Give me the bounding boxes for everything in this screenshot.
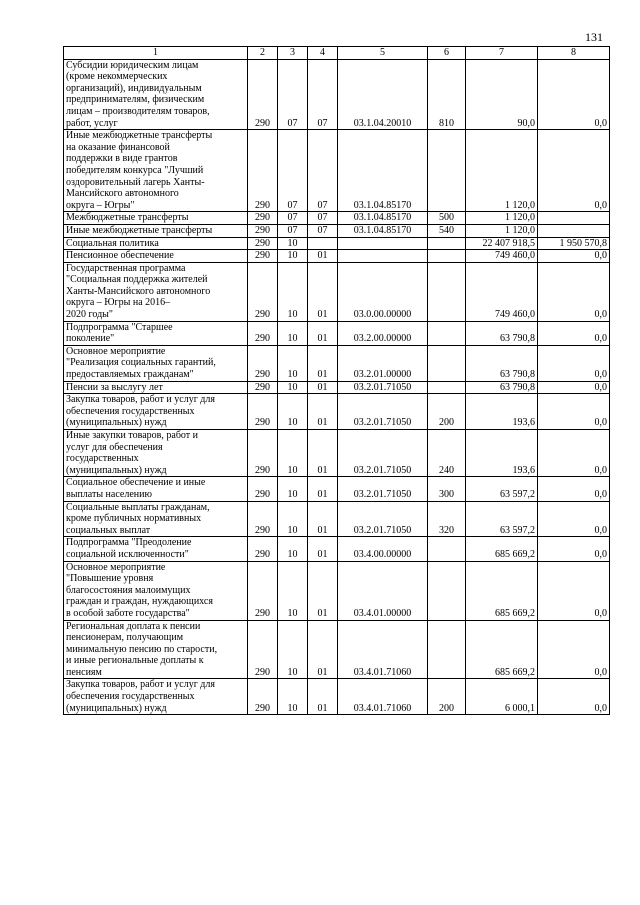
row-target-article: 03.4.01.71060	[338, 620, 428, 679]
row-amount: 63 790,8	[466, 321, 538, 345]
page-number: 131	[585, 30, 603, 44]
row-amount: 685 669,2	[466, 620, 538, 679]
row-admin-code: 290	[248, 237, 278, 250]
row-subsection: 01	[308, 430, 338, 477]
table-row	[64, 620, 610, 679]
row-expense-type	[428, 237, 466, 250]
row-subsection: 01	[308, 501, 338, 537]
row-admin-code: 290	[248, 679, 278, 715]
row-section: 07	[278, 130, 308, 212]
table-row	[64, 679, 610, 715]
row-name: Межбюджетные трансферты	[64, 212, 248, 225]
row-expense-type: 500	[428, 212, 466, 225]
row-admin-code: 290	[248, 430, 278, 477]
row-admin-code: 290	[248, 250, 278, 263]
header-col-5: 5	[338, 47, 428, 60]
row-admin-code: 290	[248, 477, 278, 501]
row-name: Социальная политика	[64, 237, 248, 250]
row-amount: 685 669,2	[466, 537, 538, 561]
row-section: 10	[278, 262, 308, 321]
row-amount-subventions: 0,0	[538, 381, 610, 394]
row-name: Подпрограмма "Старшее поколение"	[64, 321, 248, 345]
row-amount: 22 407 918,5	[466, 237, 538, 250]
row-name: Пенсии за выслугу лет	[64, 381, 248, 394]
row-target-article: 03.2.01.71050	[338, 501, 428, 537]
header-col-3: 3	[278, 47, 308, 60]
row-target-article	[338, 250, 428, 263]
row-name: Закупка товаров, работ и услуг для обеспечения государственных (муниципальных) нужд	[64, 679, 248, 715]
row-expense-type: 240	[428, 430, 466, 477]
row-subsection: 01	[308, 262, 338, 321]
row-name: Иные межбюджетные трансферты	[64, 224, 248, 237]
header-col-4: 4	[308, 47, 338, 60]
row-target-article: 03.2.01.71050	[338, 430, 428, 477]
row-subsection: 01	[308, 477, 338, 501]
row-amount-subventions: 0,0	[538, 59, 610, 130]
row-amount-subventions: 0,0	[538, 620, 610, 679]
table-row	[64, 130, 610, 212]
table-header-row	[64, 47, 610, 60]
row-amount: 193,6	[466, 394, 538, 430]
row-expense-type	[428, 250, 466, 263]
row-amount: 63 597,2	[466, 501, 538, 537]
row-target-article: 03.2.00.00000	[338, 321, 428, 345]
row-expense-type: 200	[428, 679, 466, 715]
row-target-article: 03.1.04.20010	[338, 59, 428, 130]
header-col-6: 6	[428, 47, 466, 60]
table-row	[64, 59, 610, 130]
row-expense-type	[428, 262, 466, 321]
row-amount-subventions: 0,0	[538, 430, 610, 477]
row-amount: 63 597,2	[466, 477, 538, 501]
row-section: 10	[278, 250, 308, 263]
row-expense-type	[428, 537, 466, 561]
table-row	[64, 381, 610, 394]
row-amount-subventions	[538, 224, 610, 237]
table-row	[64, 237, 610, 250]
row-target-article: 03.2.01.71050	[338, 394, 428, 430]
row-admin-code: 290	[248, 321, 278, 345]
row-name: Подпрограмма "Преодоление социальной исключенности"	[64, 537, 248, 561]
row-target-article: 03.2.01.71050	[338, 381, 428, 394]
table-row	[64, 345, 610, 381]
row-target-article: 03.1.04.85170	[338, 130, 428, 212]
table-row	[64, 537, 610, 561]
row-name: Иные межбюджетные трансферты на оказание финансовой поддержки в виде грантов победителям конкурса "Лучший оздоровительный лагерь Ханты- Мансийского автономного округа – Югры"	[64, 130, 248, 212]
row-expense-type	[428, 381, 466, 394]
table-row	[64, 430, 610, 477]
row-amount-subventions: 0,0	[538, 250, 610, 263]
row-section: 10	[278, 620, 308, 679]
row-target-article: 03.4.01.71060	[338, 679, 428, 715]
table-row	[64, 501, 610, 537]
row-admin-code: 290	[248, 130, 278, 212]
row-amount-subventions: 1 950 570,8	[538, 237, 610, 250]
row-section: 10	[278, 345, 308, 381]
row-target-article: 03.2.01.71050	[338, 477, 428, 501]
table-row	[64, 224, 610, 237]
row-amount: 685 669,2	[466, 561, 538, 620]
row-target-article: 03.0.00.00000	[338, 262, 428, 321]
row-amount-subventions	[538, 212, 610, 225]
row-amount: 1 120,0	[466, 130, 538, 212]
row-subsection: 01	[308, 561, 338, 620]
row-section: 10	[278, 537, 308, 561]
row-amount: 1 120,0	[466, 224, 538, 237]
row-name: Пенсионное обеспечение	[64, 250, 248, 263]
row-expense-type	[428, 130, 466, 212]
row-amount-subventions: 0,0	[538, 262, 610, 321]
row-admin-code: 290	[248, 224, 278, 237]
row-amount: 749 460,0	[466, 262, 538, 321]
row-target-article: 03.4.00.00000	[338, 537, 428, 561]
header-col-8: 8	[538, 47, 610, 60]
row-section: 10	[278, 381, 308, 394]
row-amount-subventions: 0,0	[538, 501, 610, 537]
row-section: 07	[278, 212, 308, 225]
row-subsection: 01	[308, 620, 338, 679]
row-amount: 63 790,8	[466, 345, 538, 381]
row-name: Основное мероприятие "Реализация социальных гарантий, предоставляемых гражданам"	[64, 345, 248, 381]
row-amount: 90,0	[466, 59, 538, 130]
row-amount-subventions: 0,0	[538, 130, 610, 212]
row-admin-code: 290	[248, 620, 278, 679]
row-expense-type	[428, 345, 466, 381]
row-admin-code: 290	[248, 381, 278, 394]
row-admin-code: 290	[248, 345, 278, 381]
row-section: 10	[278, 679, 308, 715]
row-amount: 6 000,1	[466, 679, 538, 715]
table-row	[64, 561, 610, 620]
row-amount-subventions: 0,0	[538, 679, 610, 715]
row-name: Закупка товаров, работ и услуг для обеспечения государственных (муниципальных) нужд	[64, 394, 248, 430]
row-section: 10	[278, 501, 308, 537]
row-name: Социальное обеспечение и иные выплаты населению	[64, 477, 248, 501]
row-subsection: 01	[308, 321, 338, 345]
row-target-article	[338, 237, 428, 250]
row-subsection: 01	[308, 394, 338, 430]
row-expense-type: 810	[428, 59, 466, 130]
row-admin-code: 290	[248, 537, 278, 561]
row-subsection: 07	[308, 212, 338, 225]
row-admin-code: 290	[248, 394, 278, 430]
row-amount-subventions: 0,0	[538, 345, 610, 381]
table-row	[64, 394, 610, 430]
row-subsection: 01	[308, 537, 338, 561]
row-name: Иные закупки товаров, работ и услуг для обеспечения государственных (муниципальных) нужд	[64, 430, 248, 477]
row-expense-type: 200	[428, 394, 466, 430]
row-amount: 749 460,0	[466, 250, 538, 263]
row-expense-type: 300	[428, 477, 466, 501]
row-admin-code: 290	[248, 561, 278, 620]
row-name: Основное мероприятие "Повышение уровня благосостояния малоимущих граждан и граждан, нуждающихся в особой заботе государства"	[64, 561, 248, 620]
row-target-article: 03.1.04.85170	[338, 212, 428, 225]
row-section: 10	[278, 561, 308, 620]
row-expense-type	[428, 561, 466, 620]
row-subsection: 01	[308, 345, 338, 381]
header-col-7: 7	[466, 47, 538, 60]
row-amount-subventions: 0,0	[538, 394, 610, 430]
row-amount: 1 120,0	[466, 212, 538, 225]
row-subsection: 07	[308, 130, 338, 212]
row-subsection: 01	[308, 679, 338, 715]
row-amount-subventions: 0,0	[538, 537, 610, 561]
row-expense-type: 320	[428, 501, 466, 537]
row-section: 10	[278, 477, 308, 501]
row-admin-code: 290	[248, 212, 278, 225]
row-section: 07	[278, 59, 308, 130]
table-row	[64, 250, 610, 263]
table-row	[64, 262, 610, 321]
row-expense-type: 540	[428, 224, 466, 237]
row-name: Государственная программа "Социальная поддержка жителей Ханты-Мансийского автономного округа – Югры на 2016– 2020 годы"	[64, 262, 248, 321]
row-name: Социальные выплаты гражданам, кроме публичных нормативных социальных выплат	[64, 501, 248, 537]
row-amount: 193,6	[466, 430, 538, 477]
row-expense-type	[428, 321, 466, 345]
row-admin-code: 290	[248, 59, 278, 130]
row-target-article: 03.2.01.00000	[338, 345, 428, 381]
table-row	[64, 321, 610, 345]
header-col-1: 1	[64, 47, 248, 60]
row-admin-code: 290	[248, 501, 278, 537]
table-row	[64, 212, 610, 225]
table-row	[64, 477, 610, 501]
row-subsection	[308, 237, 338, 250]
budget-table	[63, 46, 610, 715]
row-amount-subventions: 0,0	[538, 477, 610, 501]
row-name: Региональная доплата к пенсии пенсионерам, получающим минимальную пенсию по старости, и иные региональные доплаты к пенсиям	[64, 620, 248, 679]
row-amount-subventions: 0,0	[538, 321, 610, 345]
row-section: 10	[278, 321, 308, 345]
row-subsection: 01	[308, 250, 338, 263]
row-target-article: 03.4.01.00000	[338, 561, 428, 620]
row-section: 07	[278, 224, 308, 237]
row-subsection: 07	[308, 224, 338, 237]
row-amount-subventions: 0,0	[538, 561, 610, 620]
row-section: 10	[278, 394, 308, 430]
row-subsection: 01	[308, 381, 338, 394]
row-name: Субсидии юридическим лицам (кроме некоммерческих организаций), индивидуальным предпринимателям, физическим лицам – производителям товаров, работ, услуг	[64, 59, 248, 130]
row-section: 10	[278, 237, 308, 250]
header-col-2: 2	[248, 47, 278, 60]
row-expense-type	[428, 620, 466, 679]
row-section: 10	[278, 430, 308, 477]
row-target-article: 03.1.04.85170	[338, 224, 428, 237]
row-amount: 63 790,8	[466, 381, 538, 394]
row-admin-code: 290	[248, 262, 278, 321]
row-subsection: 07	[308, 59, 338, 130]
